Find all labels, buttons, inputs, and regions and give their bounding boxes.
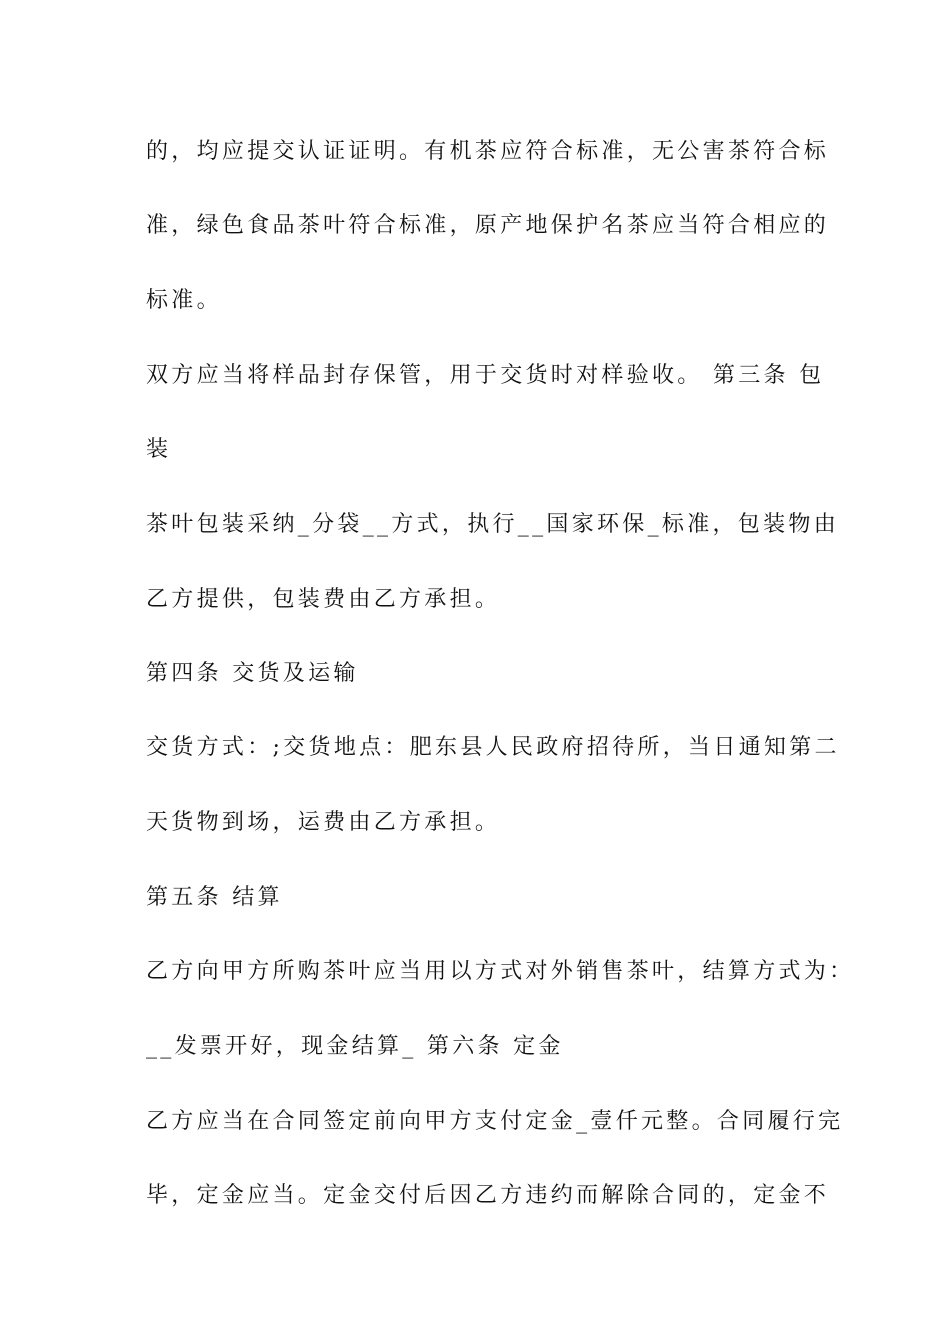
text-line: 准，绿色食品茶叶符合标准，原产地保护名茶应当符合相应的 (146, 213, 830, 238)
text-line: 天货物到场，运费由乙方承担。 (146, 810, 501, 835)
text-line: 茶叶包装采纳_分袋__方式，执行__国家环保_标准，包装物由 (146, 512, 840, 537)
text-line: 乙方应当在合同签定前向甲方支付定金_壹仟元整。合同履行完 (146, 1109, 844, 1134)
text-line: 标准。 (146, 288, 222, 313)
text-line: 的，均应提交认证证明。有机茶应符合标准，无公害茶符合标 (146, 139, 830, 164)
text-line: __发票开好，现金结算_ 第六条 定金 (146, 1034, 564, 1059)
text-line: 双方应当将样品封存保管，用于交货时对样验收。 第三条 包 (146, 363, 825, 388)
section-heading: 第五条 结算 (146, 885, 283, 910)
section-heading: 第四条 交货及运输 (146, 661, 359, 686)
text-line: 交货方式：;交货地点：肥东县人民政府招待所，当日通知第二 (146, 735, 840, 760)
text-line: 装 (146, 437, 172, 462)
text-line: 乙方向甲方所购茶叶应当用以方式对外销售茶叶，结算方式为： (146, 959, 855, 984)
text-line: 毕，定金应当。定金交付后因乙方违约而解除合同的，定金不 (146, 1183, 830, 1208)
text-line: 乙方提供，包装费由乙方承担。 (146, 587, 501, 612)
